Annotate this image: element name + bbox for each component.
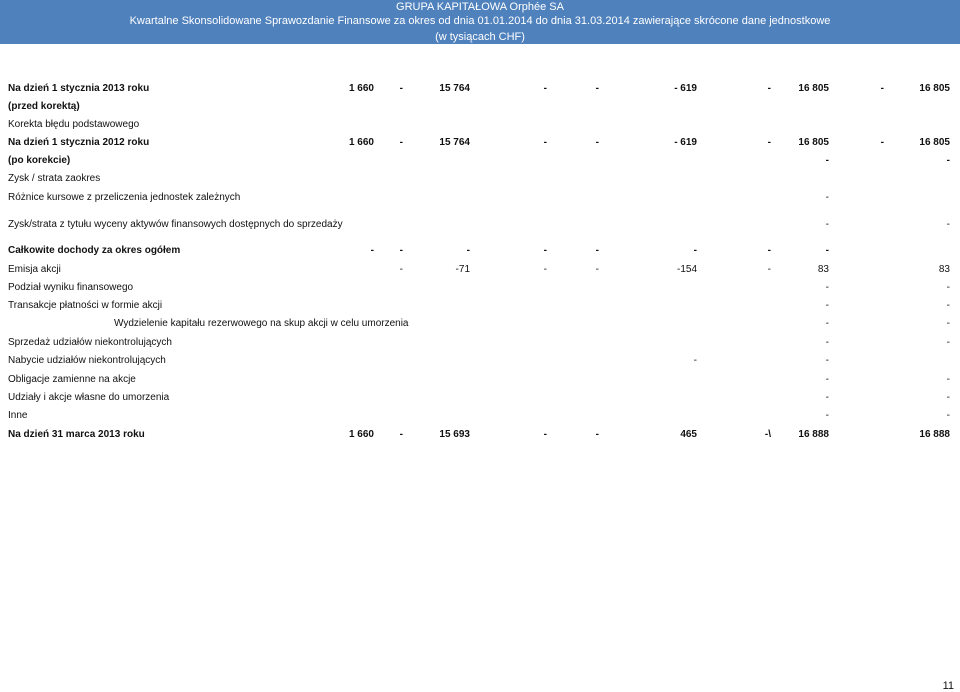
table-cell: -: [825, 245, 829, 256]
table-row: [0, 137, 960, 151]
table-row: [0, 173, 960, 187]
table-cell: -: [767, 245, 771, 256]
table-cell: 15 764: [439, 137, 470, 148]
table-cell: 16 888: [798, 429, 829, 440]
table-cell: -: [825, 219, 829, 230]
row-label: Wydzielenie kapitału rezerwowego na skup akcji w celu umorzenia: [114, 318, 409, 329]
currency-note: (w tysiącach CHF): [435, 31, 525, 43]
table-cell: -: [543, 137, 547, 148]
table-cell: -: [399, 83, 403, 94]
table-row: [0, 300, 960, 314]
table-row: [0, 282, 960, 296]
table-cell: -: [946, 337, 950, 348]
table-cell: -: [767, 137, 771, 148]
table-cell: -: [595, 137, 599, 148]
table-cell: -: [399, 245, 403, 256]
table-cell: -: [693, 245, 697, 256]
table-row: [0, 355, 960, 369]
table-row: [0, 155, 960, 169]
table-row: [0, 410, 960, 424]
table-cell: -: [595, 429, 599, 440]
row-label: Transakcje płatności w formie akcji: [8, 300, 163, 311]
row-label: Na dzień 1 stycznia 2013 roku: [8, 83, 150, 94]
table-cell: -: [880, 137, 884, 148]
table-row: [0, 318, 960, 332]
table-cell: -: [825, 392, 829, 403]
table-row: [0, 219, 960, 233]
company-name: GRUPA KAPITAŁOWA Orphée SA: [396, 1, 564, 13]
table-row: [0, 192, 960, 206]
table-cell: -\: [764, 429, 771, 440]
table-cell: 15 693: [439, 429, 470, 440]
table-cell: 1 660: [348, 429, 374, 440]
table-row: [0, 264, 960, 278]
table-cell: -: [595, 264, 599, 275]
table-cell: -: [543, 264, 547, 275]
table-row: [0, 101, 960, 115]
table-row: [0, 245, 960, 259]
row-label: Sprzedaż udziałów niekontrolujących: [8, 337, 172, 348]
report-title: Kwartalne Skonsolidowane Sprawozdanie Finansowe za okres od dnia 01.01.2014 do dnia 31.03.2014 zawierające skrócone dane jednostkowe: [129, 15, 831, 27]
table-cell: 1 660: [348, 137, 374, 148]
table-cell: 465: [680, 429, 697, 440]
table-cell: -: [946, 374, 950, 385]
row-label: Zysk/strata z tytułu wyceny aktywów finansowych dostępnych do sprzedaży: [8, 219, 343, 230]
table-cell: 16 805: [798, 137, 829, 148]
row-label: (przed korektą): [8, 101, 80, 112]
table-row: [0, 392, 960, 406]
table-cell: -: [693, 355, 697, 366]
row-label: Na dzień 1 stycznia 2012 roku: [8, 137, 150, 148]
table-cell: -: [825, 355, 829, 366]
table-cell: 16 888: [919, 429, 950, 440]
table-cell: -: [466, 245, 470, 256]
table-cell: -: [543, 83, 547, 94]
table-cell: 1 660: [348, 83, 374, 94]
table-cell: -: [946, 392, 950, 403]
row-label: Udziały i akcje własne do umorzenia: [8, 392, 170, 403]
table-row: [0, 374, 960, 388]
table-cell: - 619: [674, 83, 697, 94]
table-cell: -71: [455, 264, 470, 275]
table-cell: -: [946, 300, 950, 311]
row-label: Na dzień 31 marca 2013 roku: [8, 429, 145, 440]
table-cell: -: [946, 318, 950, 329]
table-cell: -: [595, 83, 599, 94]
table-cell: 16 805: [798, 83, 829, 94]
table-cell: -: [825, 374, 829, 385]
row-label: Podział wyniku finansowego: [8, 282, 134, 293]
document-header: [0, 0, 960, 44]
table-cell: -: [825, 318, 829, 329]
table-cell: -: [880, 83, 884, 94]
table-cell: 83: [938, 264, 950, 275]
table-cell: 83: [817, 264, 829, 275]
table-row: [0, 429, 960, 443]
page-number: 11: [942, 680, 954, 692]
table-cell: -: [767, 264, 771, 275]
table-cell: -154: [676, 264, 697, 275]
row-label: Obligacje zamienne na akcje: [8, 374, 136, 385]
table-cell: -: [399, 264, 403, 275]
table-cell: 16 805: [919, 137, 950, 148]
row-label: Nabycie udziałów niekontrolujących: [8, 355, 166, 366]
table-row: [0, 337, 960, 351]
table-cell: -: [399, 137, 403, 148]
table-cell: -: [825, 337, 829, 348]
table-row: [0, 83, 960, 97]
row-label: Różnice kursowe z przeliczenia jednostek zależnych: [8, 192, 241, 203]
table-cell: -: [946, 219, 950, 230]
row-label: Emisja akcji: [8, 264, 61, 275]
table-cell: -: [399, 429, 403, 440]
table-cell: 16 805: [919, 83, 950, 94]
row-label: Całkowite dochody za okres ogółem: [8, 245, 181, 256]
row-label: Korekta błędu podstawowego: [8, 119, 140, 130]
table-cell: -: [946, 410, 950, 421]
table-cell: -: [946, 282, 950, 293]
row-label: (po korekcie): [8, 155, 71, 166]
table-cell: -: [595, 245, 599, 256]
row-label: Inne: [8, 410, 28, 421]
table-cell: -: [825, 410, 829, 421]
table-cell: -: [543, 429, 547, 440]
table-cell: - 619: [674, 137, 697, 148]
table-row: [0, 119, 960, 133]
table-cell: -: [370, 245, 374, 256]
table-cell: -: [825, 155, 829, 166]
table-cell: -: [543, 245, 547, 256]
table-cell: -: [825, 192, 829, 203]
table-cell: -: [767, 83, 771, 94]
table-cell: 15 764: [439, 83, 470, 94]
row-label: Zysk / strata zaokres: [8, 173, 101, 184]
table-cell: -: [825, 282, 829, 293]
table-cell: -: [946, 155, 950, 166]
table-cell: -: [825, 300, 829, 311]
